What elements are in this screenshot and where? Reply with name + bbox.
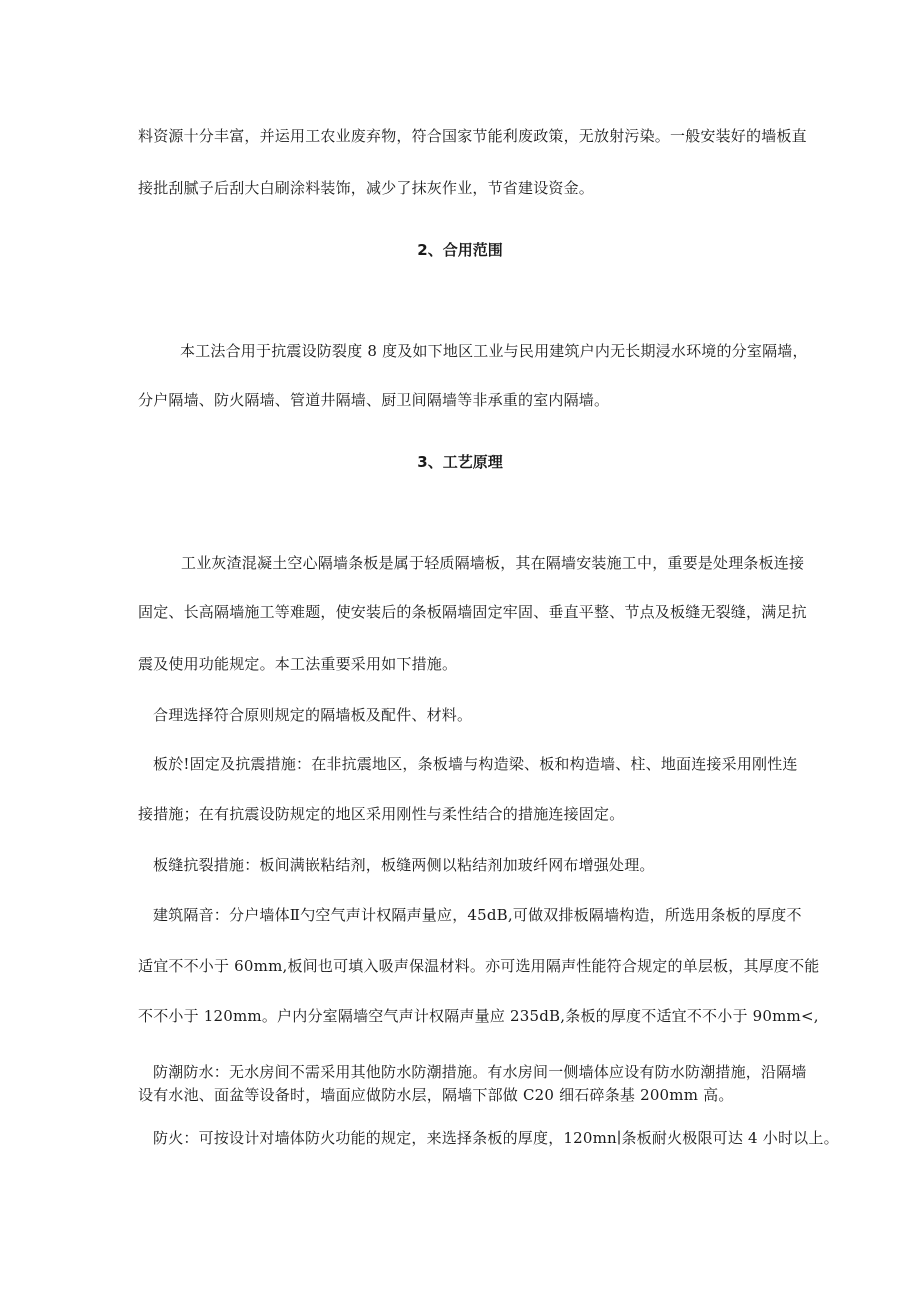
section-2-heading: 2、合用范围	[417, 241, 503, 259]
section-3-paragraph-line-3: 震及使用功能规定。本工法重要采用如下措施。	[138, 655, 458, 673]
intro-line-2: 接批刮腻子后刮大白刷涂料装饰，减少了抹灰作业，节省建设资金。	[138, 179, 595, 197]
measure-item-fire: 防火：可按设计对墙体防火功能的规定，来选择条板的厚度，120mn∣条板耐火极限可达 4 小时以上。	[153, 1129, 839, 1147]
section-3-paragraph-line-1: 工业灰渣混凝土空心隔墙条板是属于轻质隔墙板，其在隔墙安装施工中，重要是处理条板连接	[181, 554, 805, 572]
measure-item-sound-line-3: 不不小于 120mm。户内分室隔墙空气声计权隔声量应 235dB,条板的厚度不适宜不不小于 90mm<,	[138, 1007, 819, 1025]
section-3-heading: 3、工艺原理	[417, 453, 503, 471]
measure-item-crack-resistance: 板缝抗裂措施：板间满嵌粘结剂，板缝两侧以粘结剂加玻纤网布增强处理。	[153, 856, 655, 874]
measure-item-fixing-line-2: 接措施；在有抗震设防规定的地区采用刚性与柔性结合的措施连接固定。	[138, 805, 625, 823]
section-2-line-2: 分户隔墙、防火隔墙、管道井隔墙、厨卫间隔墙等非承重的室内隔墙。	[138, 391, 610, 409]
measure-item-sound-line-1: 建筑隔音：分户墙体Ⅱ勺空气声计权隔声量应，45dB,可做双排板隔墙构造，所选用条板的厚度不	[153, 906, 802, 924]
section-2-line-1: 本工法合用于抗震设防裂度 8 度及如下地区工业与民用建筑户内无长期浸水环境的分室隔墙，	[180, 342, 808, 360]
measure-item-materials: 合理选择符合原则规定的隔墙板及配件、材料。	[153, 706, 473, 724]
measure-item-fixing-line-1: 板於!固定及抗震措施：在非抗震地区，条板墙与构造梁、板和构造墙、柱、地面连接采用刚性连	[153, 755, 798, 773]
measure-item-moisture-line-1: 防潮防水：无水房间不需采用其他防水防潮措施。有水房间一侧墙体应设有防水防潮措施，沿隔墙	[153, 1063, 807, 1081]
measure-item-sound-line-2: 适宜不不小于 60mm,板间也可填入吸声保温材料。亦可选用隔声性能符合规定的单层板，其厚度不能	[138, 957, 820, 975]
measure-item-moisture-line-2: 设有水池、面盆等设备时，墙面应做防水层，隔墙下部做 C20 细石碎条基 200mm 高。	[138, 1086, 734, 1104]
section-3-paragraph-line-2: 固定、长高隔墙施工等难题，使安装后的条板隔墙固定牢固、垂直平整、节点及板缝无裂缝，满足抗	[138, 603, 807, 621]
intro-line-1: 料资源十分丰富，并运用工农业废弃物，符合国家节能利废政策，无放射污染。一般安装好的墙板直	[138, 127, 807, 145]
